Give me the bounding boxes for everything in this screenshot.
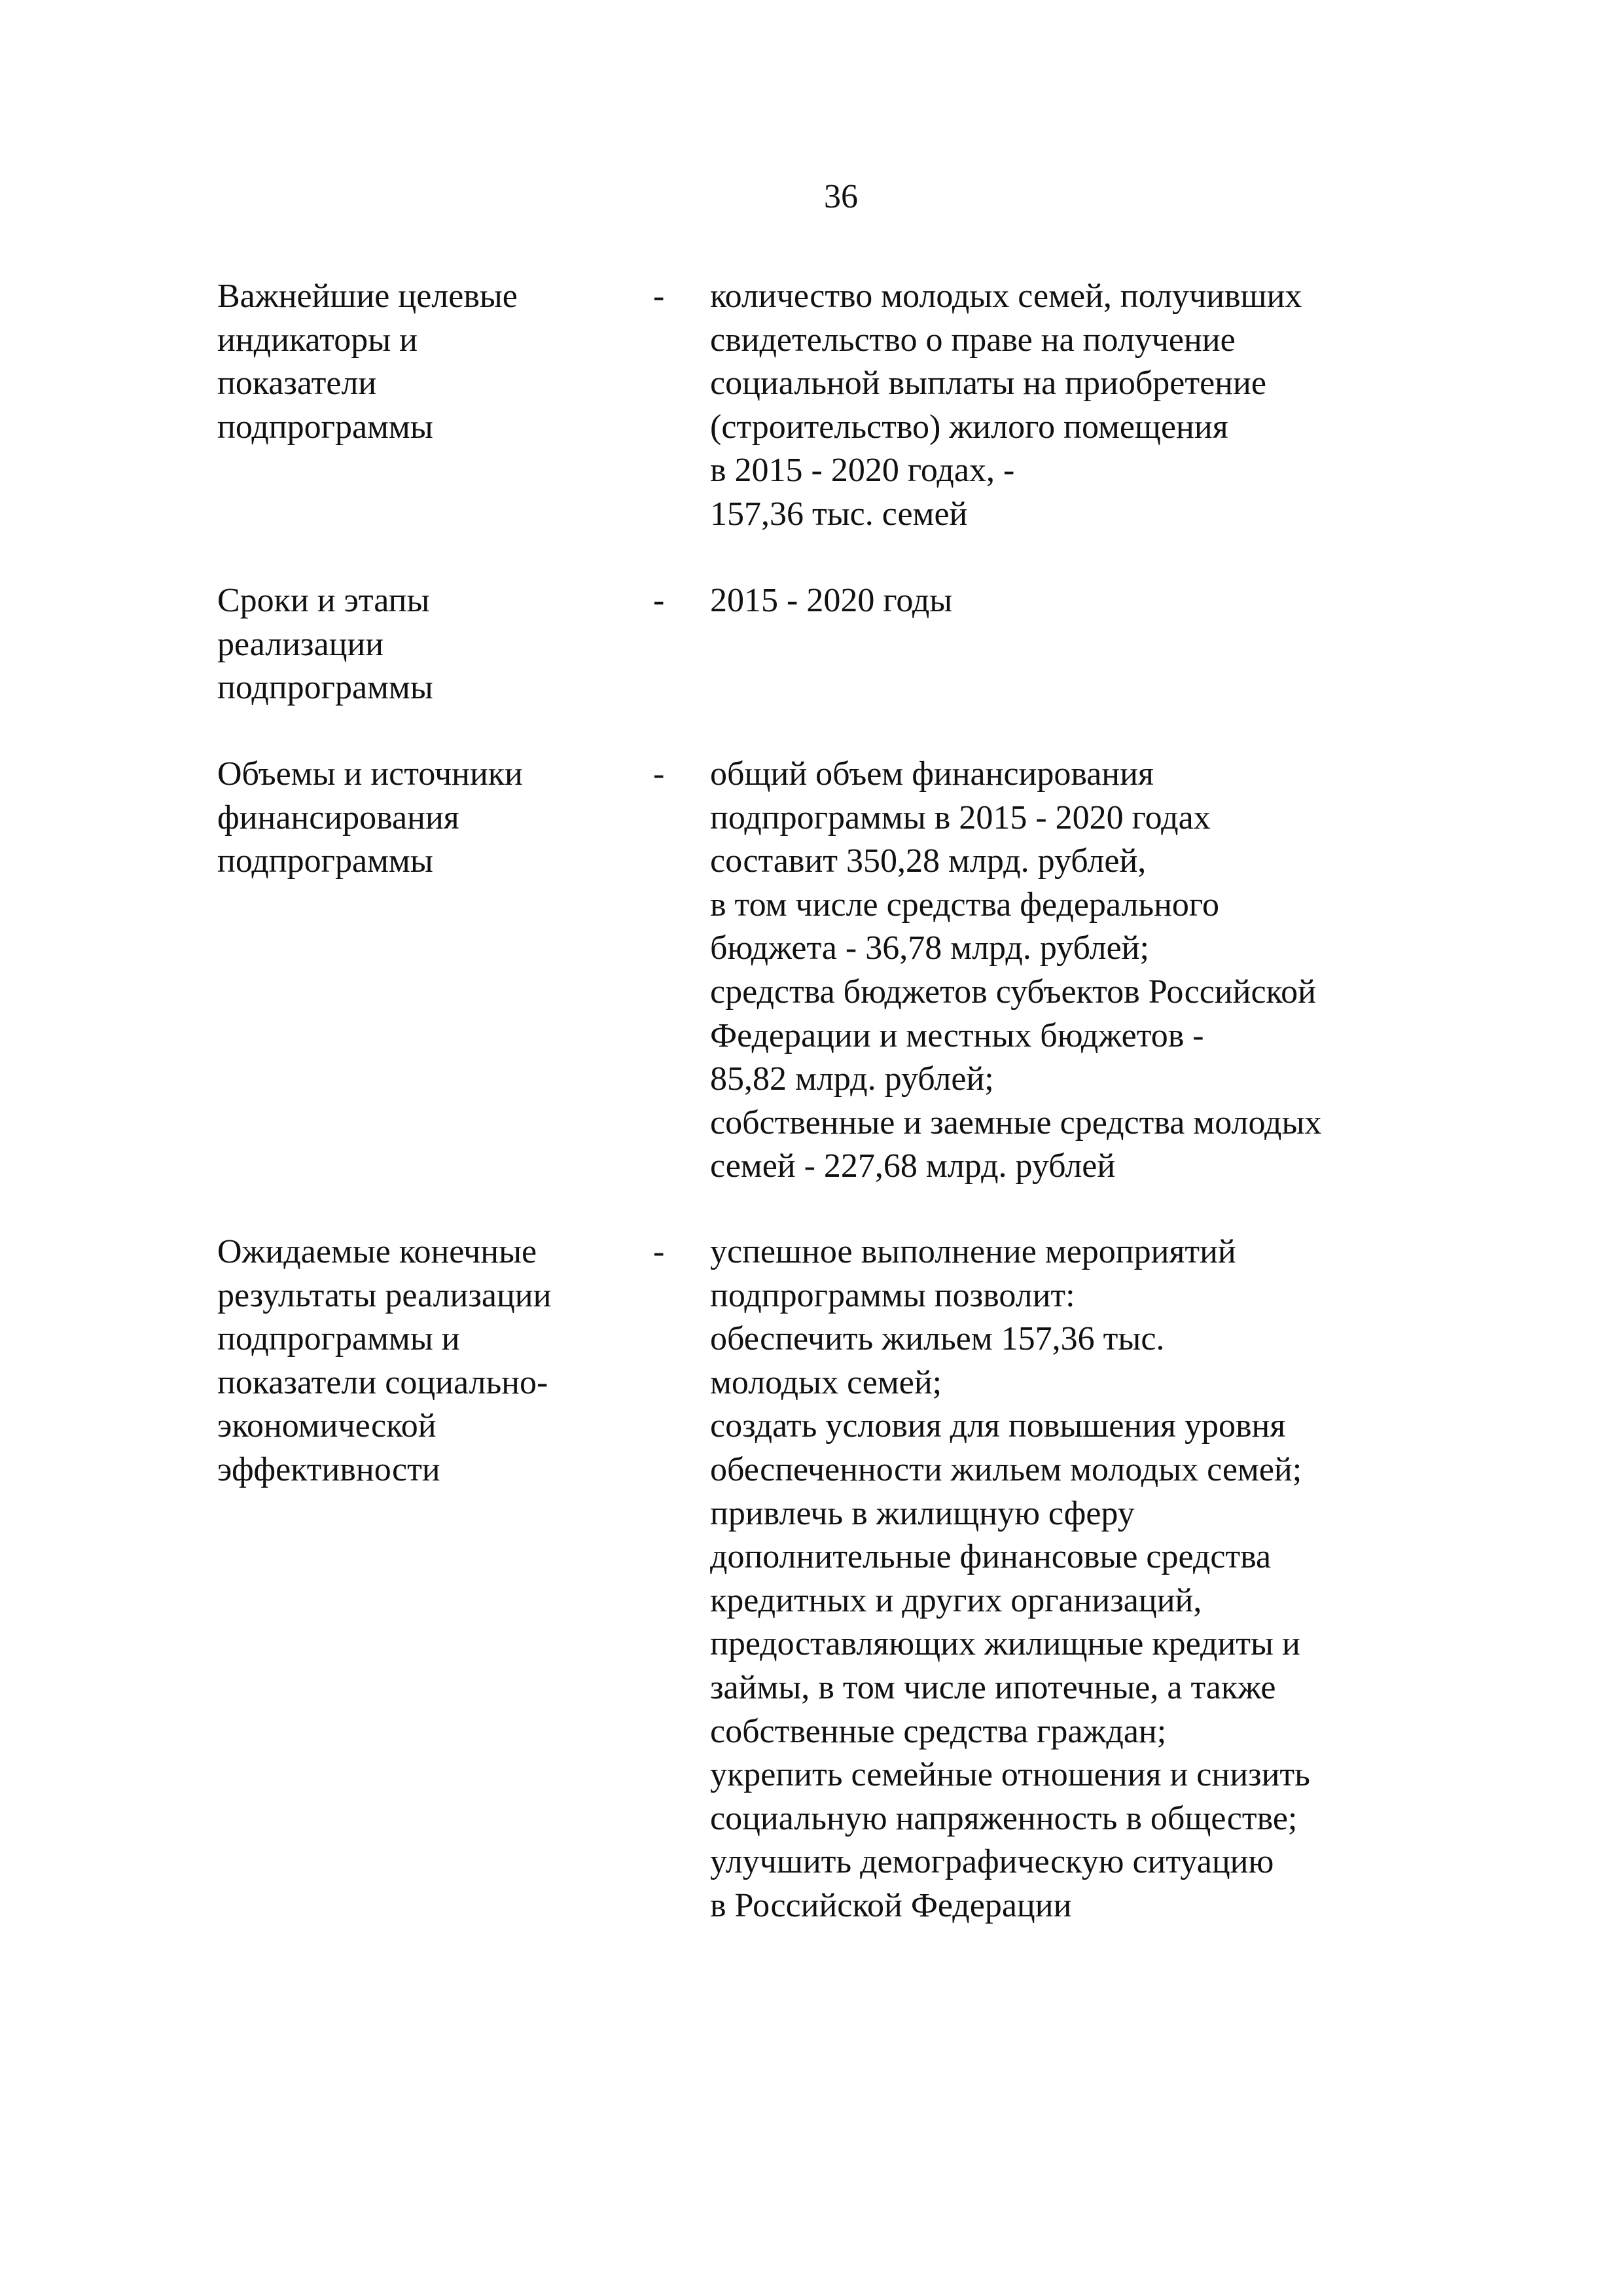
value-line: обеспечить жильем 157,36 тыс. [710, 1320, 1165, 1358]
value-line: в 2015 - 2020 годах, - [710, 452, 1015, 490]
value-line: Федерации и местных бюджетов - [710, 1016, 1204, 1054]
value-line: укрепить семейные отношения и снизить [710, 1756, 1310, 1794]
label-line: подпрограммы и [217, 1320, 460, 1358]
value-line: в Российской Федерации [710, 1886, 1072, 1924]
value-line: обеспеченности жильем молодых семей; [710, 1450, 1302, 1488]
value-line: составит 350,28 млрд. рублей, [710, 842, 1147, 880]
value-line: улучшить демографическую ситуацию [710, 1843, 1274, 1881]
section-value [710, 275, 1495, 537]
value-line: количество молодых семей, получивших [710, 278, 1302, 315]
section-label [217, 753, 636, 884]
section-value [710, 579, 1495, 623]
value-line: средства бюджетов субъектов Российской [710, 973, 1316, 1011]
label-line: экономической [217, 1407, 437, 1445]
value-line: подпрограммы в 2015 - 2020 годах [710, 798, 1211, 836]
label-line: результаты реализации [217, 1276, 552, 1314]
value-line: в том числе средства федерального [710, 886, 1219, 924]
value-line: общий объем финансирования [710, 755, 1154, 793]
value-line: социальную напряженность в обществе; [710, 1799, 1298, 1837]
value-line: успешное выполнение мероприятий [710, 1233, 1236, 1270]
label-line: подпрограммы [217, 408, 433, 446]
label-line: показатели социально- [217, 1363, 548, 1401]
value-line: 85,82 млрд. рублей; [710, 1060, 994, 1098]
section-label [217, 1230, 636, 1492]
value-line: семей - 227,68 млрд. рублей [710, 1147, 1116, 1185]
separator-dash: - [653, 582, 665, 619]
value-line: собственные средства граждан; [710, 1712, 1167, 1750]
label-line: реализации [217, 625, 384, 663]
label-line: индикаторы и [217, 321, 418, 359]
separator-dash: - [653, 278, 665, 315]
section-label [217, 275, 636, 449]
section-label [217, 579, 636, 710]
value-line: свидетельство о праве на получение [710, 321, 1236, 359]
label-line: подпрограммы [217, 842, 433, 880]
value-line: 157,36 тыс. семей [710, 495, 968, 533]
separator-dash: - [653, 1233, 665, 1270]
label-line: эффективности [217, 1450, 440, 1488]
label-line: Важнейшие целевые [217, 278, 518, 315]
value-line: (строительство) жилого помещения [710, 408, 1228, 446]
value-line: бюджета - 36,78 млрд. рублей; [710, 929, 1149, 967]
label-line: Сроки и этапы [217, 582, 430, 619]
value-line: социальной выплаты на приобретение [710, 365, 1266, 403]
label-line: подпрограммы [217, 669, 433, 707]
value-line: займы, в том числе ипотечные, а также [710, 1668, 1276, 1706]
label-line: Ожидаемые конечные [217, 1233, 537, 1270]
label-line: Объемы и источники [217, 755, 523, 793]
separator-dash: - [653, 755, 665, 793]
value-line: привлечь в жилищную сферу [710, 1494, 1135, 1532]
section-value [710, 1230, 1495, 1928]
value-line: дополнительные финансовые средства [710, 1538, 1272, 1576]
value-line: предоставляющих жилищные кредиты и [710, 1625, 1300, 1663]
label-line: показатели [217, 365, 377, 403]
value-line: создать условия для повышения уровня [710, 1407, 1286, 1445]
section-value [710, 753, 1495, 1189]
value-line: 2015 - 2020 годы [710, 582, 953, 619]
value-line: собственные и заемные средства молодых [710, 1103, 1322, 1141]
page-number: 36 [824, 178, 858, 215]
value-line: подпрограммы позволит: [710, 1276, 1075, 1314]
value-line: кредитных и других организаций, [710, 1581, 1202, 1619]
label-line: финансирования [217, 798, 459, 836]
value-line: молодых семей; [710, 1363, 942, 1401]
